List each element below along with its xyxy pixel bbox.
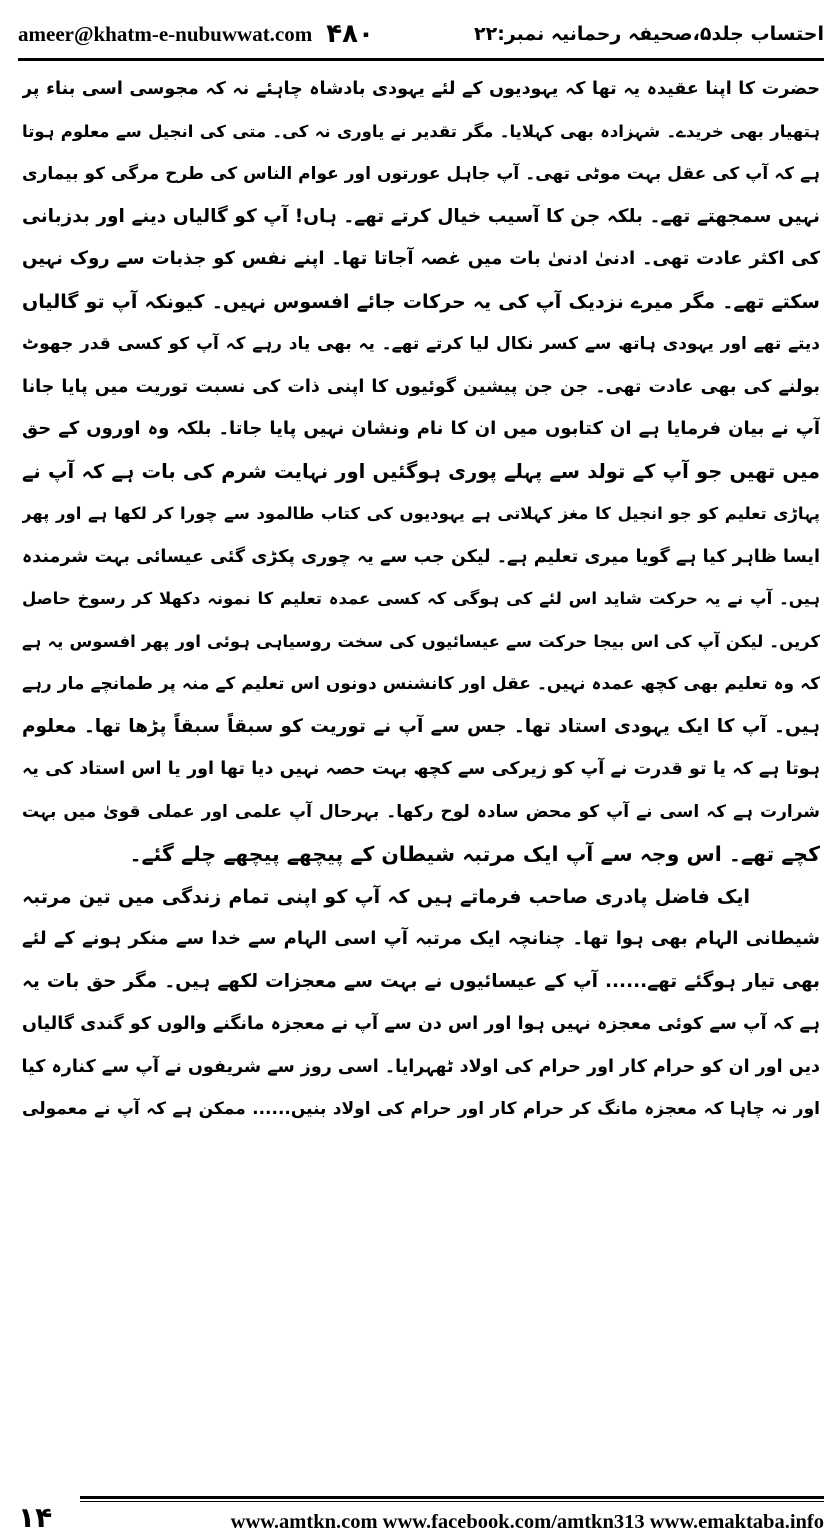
text-line: شرارت ہے کہ اسی نے آپ کو محض سادہ لوح رکھا۔ بہرحال آپ علمی اور عملی قویٰ میں بہت — [22, 801, 820, 822]
footer-rule-thin — [80, 1501, 824, 1502]
text-line: ہوتا ہے کہ یا تو قدرت نے آپ کو زیرکی سے کچھ بہت حصہ نہیں دیا تھا اور یا اس استاد کی یہ — [22, 759, 820, 779]
text-line: ایسا ظاہر کیا ہے گویا میری تعلیم ہے۔ لیکن جب سے یہ چوری پکڑی گئی عیسائی بہت شرمندہ — [22, 546, 820, 567]
text-line: اور نہ چاہا کہ معجزہ مانگ کر حرام کار اور حرام کی اولاد بنیں...... ممکن ہے کہ آپ نے معمولی — [22, 1099, 820, 1119]
text-line: دیتے تھے اور یہودی ہاتھ سے کسر نکال لیا کرتے تھے۔ یہ بھی یاد رہے کہ آپ کو کسی قدر جھوٹ — [22, 334, 820, 354]
header-rule — [18, 58, 824, 61]
header-email: ameer@khatm-e-nubuwwat.com — [18, 21, 313, 46]
text-line: کریں۔ لیکن آپ کی اس بیجا حرکت سے عیسائیوں کی سخت روسیاہی ہوئی اور پھر افسوس یہ ہے — [22, 631, 820, 651]
page-footer — [18, 1488, 824, 1534]
text-line: سکتے تھے۔ مگر میرے نزدیک آپ کی یہ حرکات جائے افسوس نہیں۔ کیونکہ آپ تو گالیاں — [22, 290, 820, 313]
header-book-title: احتساب جلد۵،صحیفہ رحمانیہ نمبر:۲۲ — [473, 23, 824, 45]
text-line: بولنے کی بھی عادت تھی۔ جن جن پیشین گوئیوں کا اپنی ذات کی نسبت توریت میں پایا جانا — [22, 376, 820, 397]
footer-rule-area — [80, 1488, 824, 1534]
header-left — [18, 19, 374, 49]
text-line: ہے کہ آپ سے کوئی معجزہ نہیں ہوا اور اس دن سے آپ نے معجزہ مانگنے والوں کو گندی گالیاں — [22, 1014, 820, 1034]
text-line: ہے کہ آپ کی عقل بہت موٹی تھی۔ آپ جاہل عورتوں اور عوام الناس کی طرح مرگی کو بیماری — [22, 164, 820, 184]
text-line: ہتھیار بھی خریدے۔ شہزادہ بھی کہلایا۔ مگر تقدیر نے یاوری نہ کی۔ متی کی انجیل سے معلوم ہوتا — [22, 121, 820, 141]
header-page-number: ۴۸۰ — [326, 19, 374, 49]
text-line: حضرت کا اپنا عقیدہ یہ تھا کہ یہودیوں کے لئے یہودی بادشاہ چاہئے نہ کہ مجوسی اسی بناء پر — [22, 79, 820, 99]
text-line: نہیں سمجھتے تھے۔ بلکہ جن کا آسیب خیال کرتے تھے۔ ہاں! آپ کو گالیاں دینے اور بدزبانی — [22, 205, 820, 227]
body-text — [22, 68, 820, 1131]
text-line: میں تھیں جو آپ کے تولد سے پہلے پوری ہوگئیں اور نہایت شرم کی بات ہے کہ آپ نے — [22, 459, 820, 483]
text-line: دیں اور ان کو حرام کار اور حرام کی اولاد ٹھہرایا۔ اسی روز سے شریفوں نے آپ سے کنارہ کیا — [22, 1056, 820, 1077]
footer-rule — [80, 1496, 824, 1499]
text-line: کہ وہ تعلیم بھی کچھ عمدہ نہیں۔ عقل اور کانشنس دونوں اس تعلیم کے منہ پر طمانچے مار رہے — [22, 674, 820, 694]
page-header — [18, 14, 824, 54]
text-line: کچے تھے۔ اس وجہ سے آپ ایک مرتبہ شیطان کے پیچھے پیچھے چلے گئے۔ — [129, 842, 820, 866]
text-line: آپ نے بیان فرمایا ہے ان کتابوں میں ان کا نام ونشان نہیں پایا جاتا۔ بلکہ وہ اوروں کے حق — [22, 418, 820, 439]
text-line-paragraph-start: ایک فاضل پادری صاحب فرماتے ہیں کہ آپ کو اپنی تمام زندگی میں تین مرتبہ — [22, 885, 750, 908]
text-line: کی اکثر عادت تھی۔ ادنیٰ ادنیٰ بات میں غصہ آجاتا تھا۔ اپنے نفس کو جذبات سے روک نہیں — [22, 248, 820, 269]
text-line: پہاڑی تعلیم کو جو انجیل کا مغز کہلاتی ہے یہودیوں کی کتاب طالمود سے چورا کر لکھا ہے اور پھر — [22, 504, 820, 523]
text-line: ہیں۔ آپ نے یہ حرکت شاید اس لئے کی ہوگی کہ کسی عمدہ تعلیم کا نمونہ دکھلا کر رسوخ حاصل — [22, 589, 820, 608]
footer-page-number: ۱۴ — [18, 1501, 53, 1534]
text-line: شیطانی الہام بھی ہوا تھا۔ چنانچہ ایک مرتبہ آپ اسی الہام سے خدا سے منکر ہونے کے لئے — [22, 928, 820, 949]
footer-websites: www.amtkn.com www.facebook.com/amtkn313 www.emaktaba.info — [230, 1511, 824, 1533]
text-line: بھی تیار ہوگئے تھے...... آپ کے عیسائیوں نے بہت سے معجزات لکھے ہیں۔ مگر حق بات یہ — [22, 970, 820, 992]
text-line: ہیں۔ آپ کا ایک یہودی استاد تھا۔ جس سے آپ نے توریت کو سبقاً سبقاً پڑھا تھا۔ معلوم — [22, 715, 820, 737]
